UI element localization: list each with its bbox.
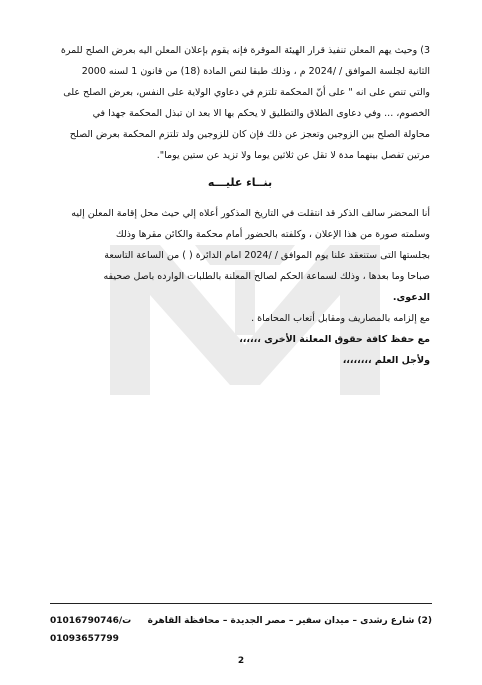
- text-line: مرتين تفصل بينهما مدة لا تقل عن ثلاثين يوما ولا تزيد عن ستين يوما".: [156, 150, 430, 161]
- text-line: الدعوى.: [392, 292, 430, 303]
- text-line: أنا المحضر سالف الذكر قد انتقلت في التاريخ المذكور أعلاه إلي حيث محل إقامة المعلن إليه: [71, 208, 430, 219]
- footer-address: (2) شارع رشدى – ميدان سفير – مصر الجديدة – محافظة القاهرة: [147, 616, 432, 626]
- phone-number: 01093657799: [50, 634, 119, 644]
- page-number: 2: [237, 656, 245, 666]
- text-line: الخصوم، ... وفي دعاوى الطلاق والتطليق لا يحكم بها الا بعد ان تبذل المحكمة جهدا في: [92, 108, 430, 119]
- notice-paragraph: [50, 203, 430, 308]
- text-line: صباحا وما بعدها ، وذلك لسماعة الحكم لصالح المعلنة بالطلبات الوارده باصل صحيفه: [103, 271, 430, 282]
- text-line: والتي تنص على انه " على أنّ المحكمة تلتزم في دعاوي الولاية على النفس، بعرض الصلح على: [63, 87, 430, 98]
- rights-reserved-line: مع حفظ كافة حقوق المعلنة الأخرى ،،،،،،: [239, 334, 430, 345]
- text-line: 3) وحيث يهم المعلن تنفيذ قرار الهيئة الموقرة فإنه يقوم بإعلان المعلن اليه بعرض الصلح للمرة: [60, 45, 430, 56]
- text-line: وسلمته صورة من هذا الإعلان ، وكلفته بالحضور أمام محكمة والكائن مقرها وذلك: [115, 229, 430, 240]
- obligation-line: مع إلزامه بالمصاريف ومقابل أتعاب المحاماة .: [251, 313, 430, 324]
- text-line: بجلستها التى ستنعقد علنا يوم الموافق / /2024 امام الدائرة ( ) من الساعة التاسعة: [104, 250, 430, 261]
- text-line: الثانية لجلسة الموافق / /2024 م ، وذلك طبقا لنص المادة (18) من قانون 1 لسنه 2000: [81, 66, 430, 77]
- for-knowledge-line: ولأجل العلم ،،،،،،،،: [342, 355, 430, 366]
- phone-number: ت/01016790746: [50, 616, 132, 626]
- section-heading: بنــاء عليـــه: [207, 176, 273, 189]
- text-line: محاولة الصلح بين الزوجين وتعجز عن ذلك فإن كان للزوجين ولد تلتزم المحكمة بعرض الصلح: [69, 129, 430, 140]
- footer-divider: [50, 603, 432, 604]
- intro-paragraph: [50, 40, 430, 166]
- footer-phones: [50, 612, 131, 648]
- document-body: [50, 40, 430, 371]
